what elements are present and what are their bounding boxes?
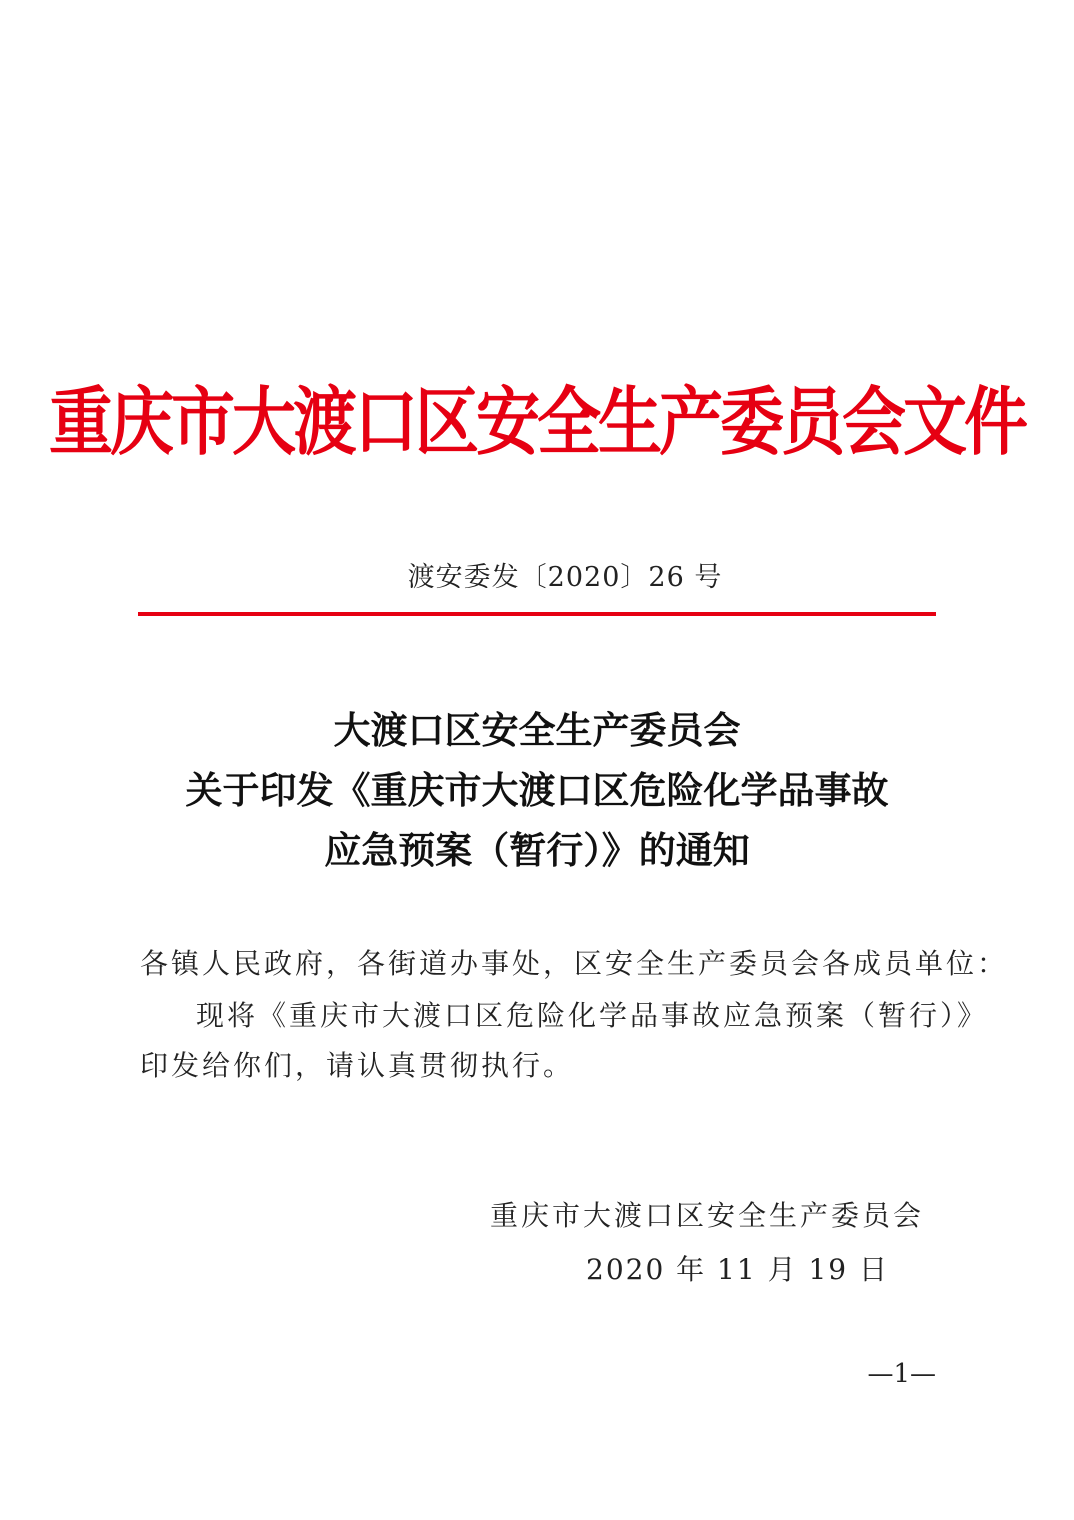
title-line-3: 应急预案（暂行）》的通知 [324,828,750,872]
page-number: —1— [867,1359,936,1389]
title-line-1: 大渡口区安全生产委员会 [333,708,741,752]
signature-date: 2020 年 11 月 19 日 [586,1253,890,1286]
document-title [0,700,1074,880]
document-number: 渡安委发〔2020〕26 号 [407,562,723,593]
red-separator-line [138,612,936,616]
title-line-2: 关于印发《重庆市大渡口区危险化学品事故 [185,768,889,812]
body-paragraph-line-1: 现将《重庆市大渡口区危险化学品事故应急预案（暂行）》 [196,999,989,1032]
body-paragraph-line-2: 印发给你们，请认真贯彻执行。 [140,1049,575,1082]
salutation: 各镇人民政府，各街道办事处，区安全生产委员会各成员单位： [140,947,1009,980]
signature-organization: 重庆市大渡口区安全生产委员会 [490,1199,925,1232]
masthead-title: 重庆市大渡口区安全生产委员会文件 [49,380,1025,466]
